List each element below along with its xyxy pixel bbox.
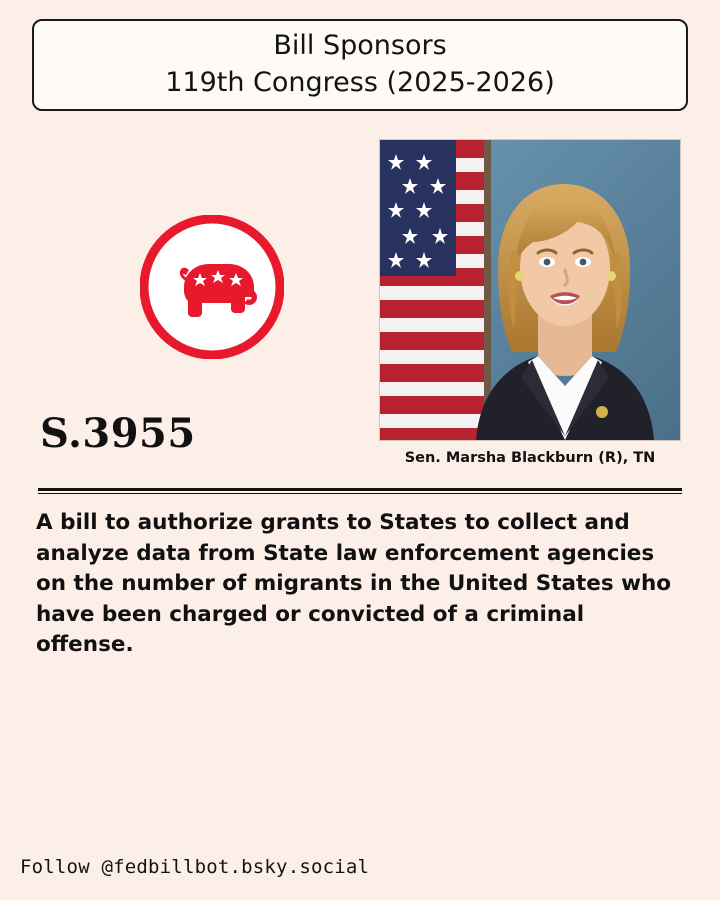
bill-description: A bill to authorize grants to States to collect and analyze data from State law enforcement agencies on the number of migrants in the United States who have been charged or convicted of a criminal offense. [36, 510, 672, 658]
republican-elephant-icon [140, 215, 284, 359]
section-divider [38, 488, 682, 494]
bill-number: S.3955 [40, 410, 196, 457]
sponsor-caption: Sen. Marsha Blackburn (R), TN [404, 450, 656, 466]
party-logo [140, 215, 284, 359]
page-title-line1: Bill Sponsors [273, 30, 447, 62]
divider-thin-rule [38, 493, 682, 494]
sponsor-portrait [379, 139, 681, 441]
portrait-photo [380, 140, 680, 440]
page-title-line2: 119th Congress (2025-2026) [165, 67, 555, 98]
header-card [32, 19, 688, 111]
footer-handle: Follow @fedbillbot.bsky.social [20, 856, 370, 878]
divider-thick-rule [38, 488, 682, 491]
